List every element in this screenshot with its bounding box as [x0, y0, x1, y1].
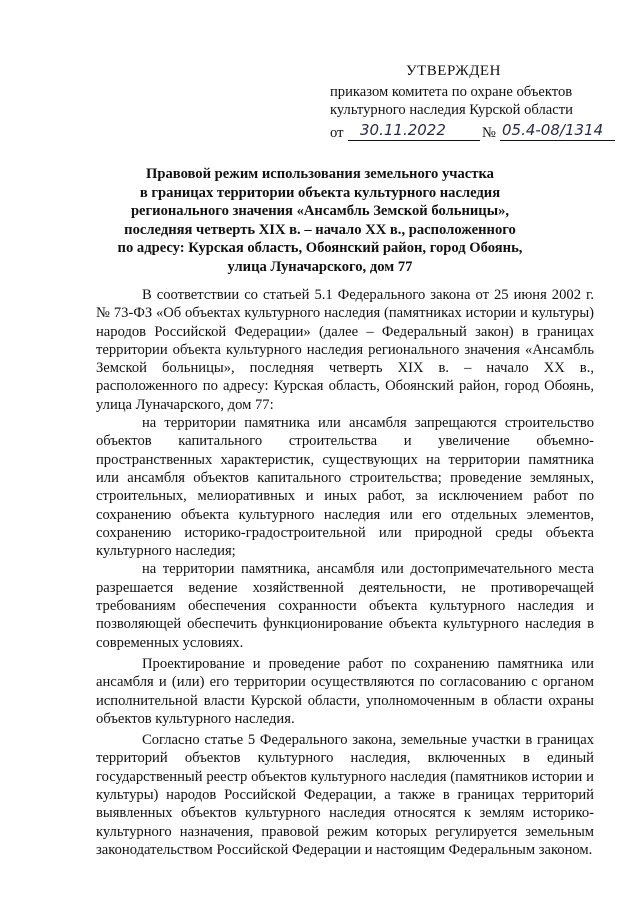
title-line: Правовой режим использования земельного участка	[146, 166, 494, 182]
number-label: №	[482, 125, 496, 141]
body-paragraph: на территории памятника, ансамбля или достопримечательного места разрешается ведение хозяйственной деятельности, не противоречащей требованиям обеспечения сохранности объекта культурного наследия и позволяющей обеспечить функционирование объекта культурного наследия в современных условиях.	[96, 561, 594, 651]
title-line: последняя четверть XIX в. – начало XX в., расположенного	[124, 221, 516, 238]
title-line: улица Луначарского, дом 77	[227, 258, 413, 275]
handwritten-number: 05.4-08/1314	[502, 121, 604, 139]
body-paragraph: на территории памятника или ансамбля запрещаются строительство объектов капитального строительства и увеличение объемно-пространственных характеристик, существующих на территории памятника или ансамбля объектов капитального строительства; проведение земляных, строительных, мелиоративных и иных работ, за исключением работ по сохранению объекта культурного наследия или его отдельных элементов, сохранению историко-градостроительной или природной среды объекта культурного наследия;	[96, 415, 594, 560]
title-line: регионального значения «Ансамбль Земской больницы»,	[130, 203, 510, 219]
handwritten-date: 30.11.2022	[360, 121, 446, 139]
body-paragraph: В соответствии со статьей 5.1 Федерального закона от 25 июня 2002 г. № 73-ФЗ «Об объектах культурного наследия (памятниках истории и культуры) народов Российской Федерации» (далее – Федеральный закон) в границах территории объекта культурного наследия регионального значения «Ансамбль Земской больницы», последняя четверть XIX в. – начало XX в., расположенного по адресу: Курская область, Обоянский район, город Обоянь, улица Луначарского, дом 77:	[96, 287, 594, 413]
date-field	[348, 122, 480, 141]
document-body	[96, 286, 594, 859]
body-paragraph: Согласно статье 5 Федерального закона, земельные участки в границах территорий объектов культурного наследия, включенных в единый государственный реестр объектов культурного наследия (памятников истории и культуры) народов Российской Федерации, а также в границах территорий выявленных объектов культурного наследия относятся к землям историко-культурного назначения, правовой режим которых регулируется земельным законодательством Российской Федерации и настоящим Федеральным законом.	[96, 732, 594, 858]
title-line: в границах территории объекта культурного наследия	[139, 184, 501, 201]
number-field	[500, 122, 615, 141]
title-line: по адресу: Курская область, Обоянский район, город Обоянь,	[117, 240, 523, 256]
approval-heading: УТВЕРЖДЕН	[406, 63, 501, 79]
body-paragraph: Проектирование и проведение работ по сохранению памятника или ансамбля и (или) его территории осуществляются по согласованию с органом исполнительной власти Курской области, уполномоченным в области охраны объектов культурного наследия.	[96, 655, 594, 727]
from-label: от	[330, 125, 344, 141]
approval-line-2: культурного наследия Курской области	[330, 102, 573, 118]
approval-line-1: приказом комитета по охране объектов	[330, 84, 573, 100]
approval-date-number-row	[330, 122, 620, 144]
approval-block	[330, 62, 620, 144]
document-title	[60, 165, 580, 276]
